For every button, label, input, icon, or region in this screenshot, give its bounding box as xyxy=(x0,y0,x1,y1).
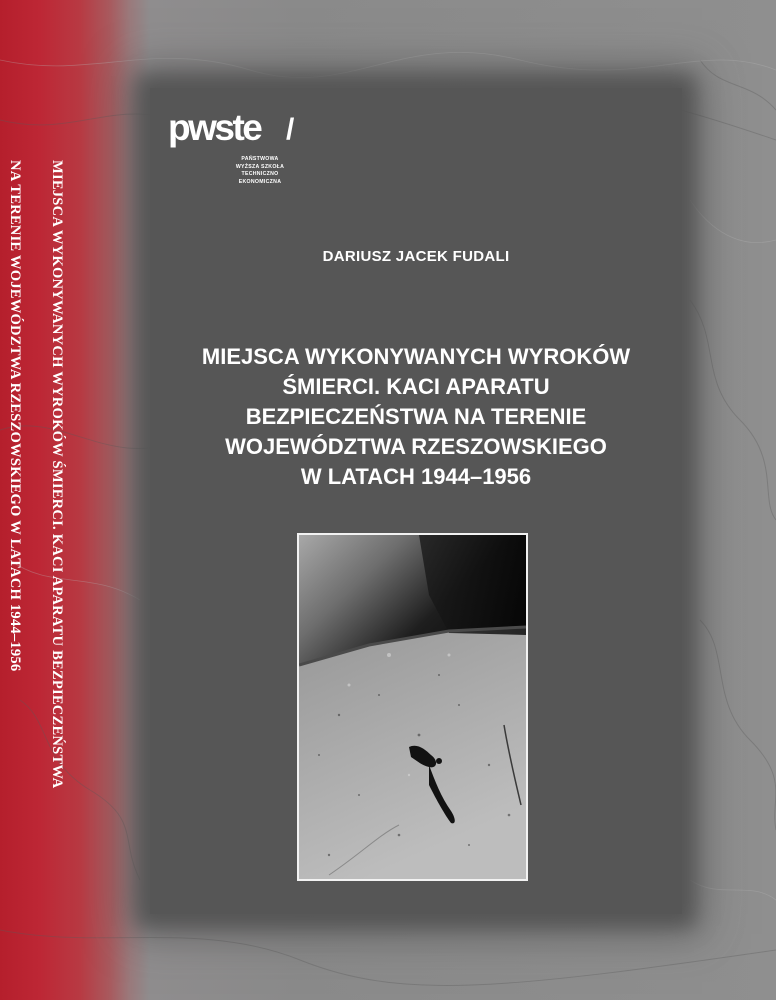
spine-title-line-1: MIEJSCA WYKONYWANYCH WYROKÓW ŚMIERCI. KACI APARATU BEZPIECZEŃSTWA xyxy=(49,160,65,789)
publisher-logo xyxy=(168,108,328,198)
book-title-line: BEZPIECZEŃSTWA NA TERENIE xyxy=(245,404,587,429)
logo-subtitle-line: EKONOMICZNA xyxy=(238,178,282,185)
spine-title-line-2: NA TERENIE WOJEWÓDZTWA RZESZOWSKIEGO W LATACH 1944–1956 xyxy=(7,160,23,672)
logo-subtitle-line: PAŃSTWOWA xyxy=(241,156,279,162)
book-title xyxy=(150,342,682,492)
author-name: DARIUSZ JACEK FUDALI xyxy=(322,248,510,265)
spine-title xyxy=(7,160,74,850)
book-title-line: ŚMIERCI. KACI APARATU xyxy=(282,374,550,399)
cell-floor-photo xyxy=(299,535,526,879)
book-title-line: WOJEWÓDZTWA RZESZOWSKIEGO xyxy=(225,434,607,459)
logo-subtitle-line: TECHNICZNO xyxy=(241,171,279,177)
cover-photo xyxy=(297,533,528,881)
logo-wordmark: pwste xyxy=(168,107,261,148)
book-title-line: W LATACH 1944–1956 xyxy=(300,464,532,489)
logo-subtitle-line: WYŻSZA SZKOŁA xyxy=(235,163,285,170)
book-title-line: MIEJSCA WYKONYWANYCH WYROKÓW xyxy=(201,344,631,369)
logo-slash: / xyxy=(286,113,295,146)
logo-subtitle xyxy=(220,156,300,186)
